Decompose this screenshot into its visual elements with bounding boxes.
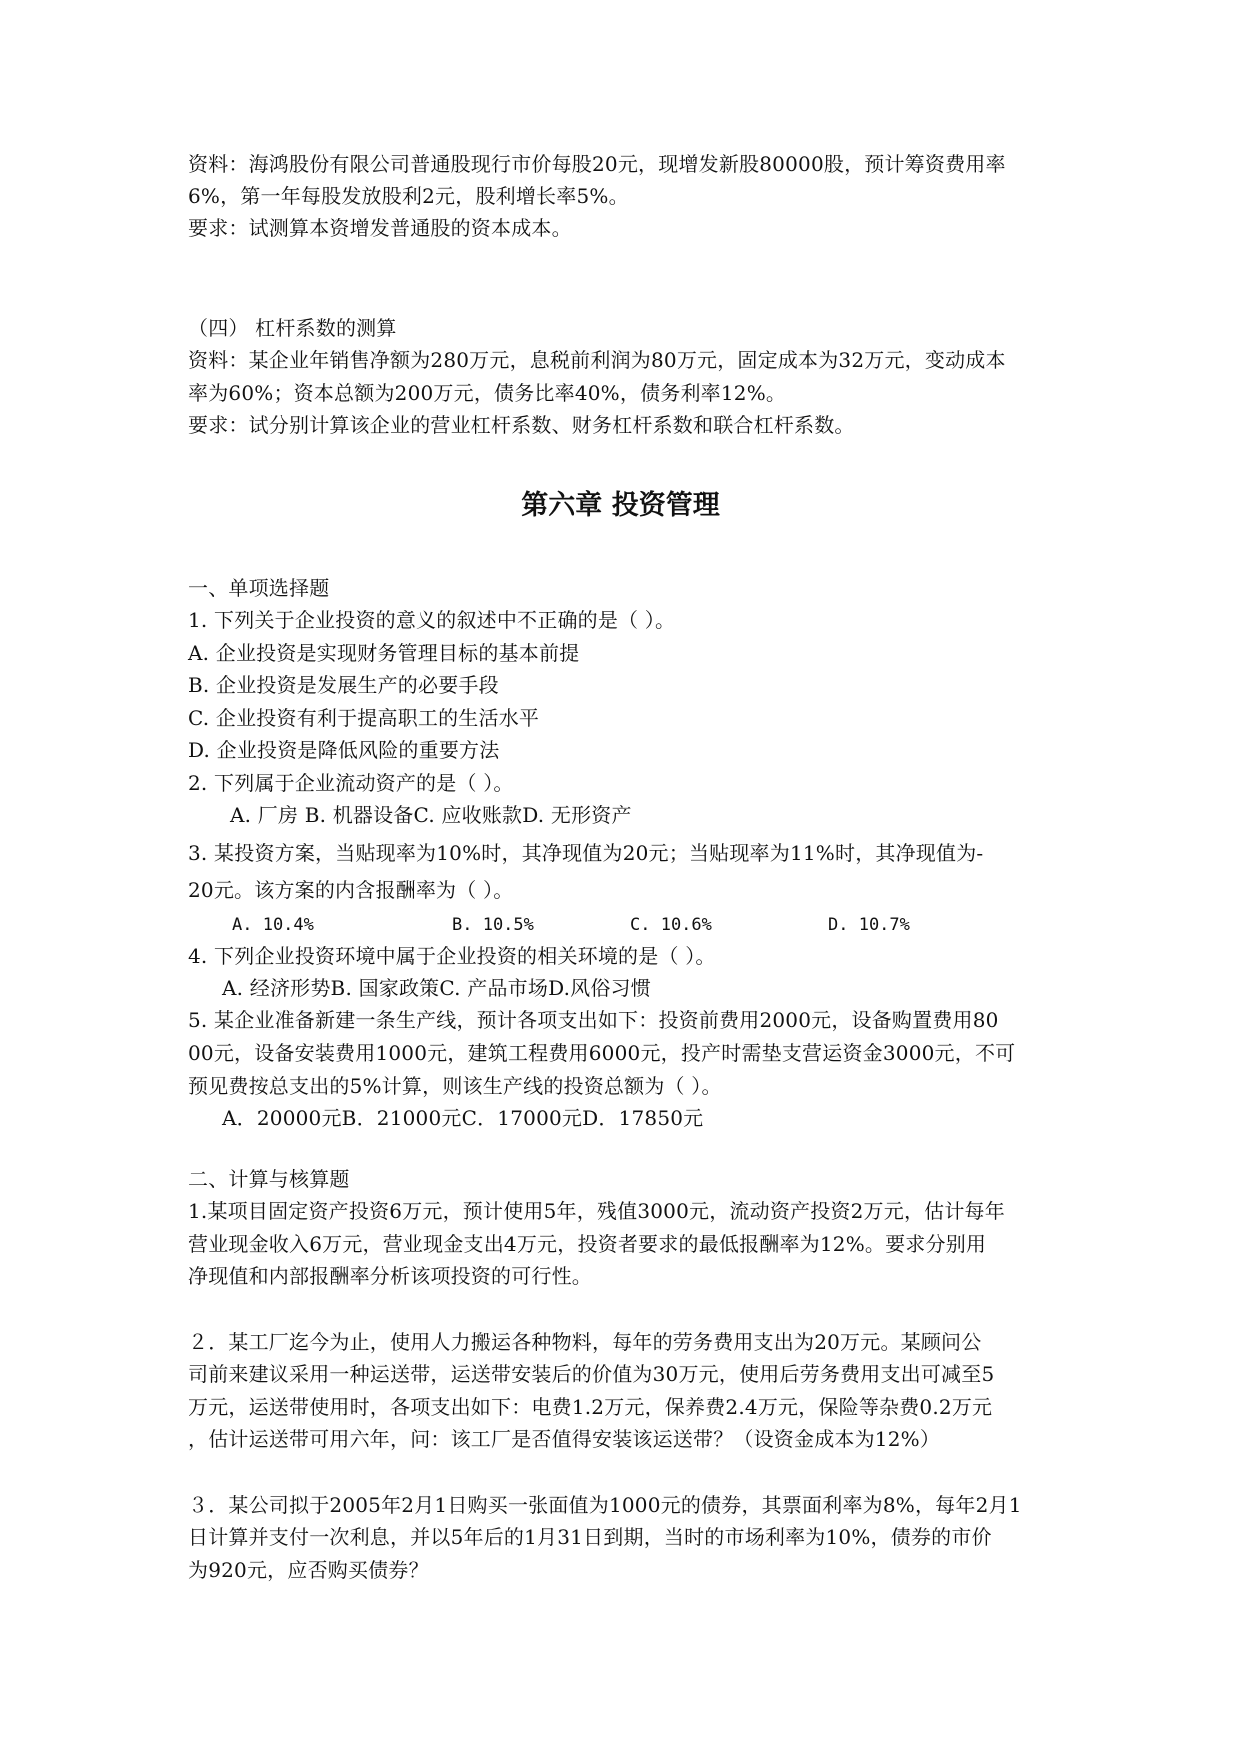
problem3-line3: 为920元，应否购买债券？	[188, 1558, 429, 1582]
part2-heading: 二、计算与核算题	[188, 1167, 350, 1191]
problem2-line2: 司前来建议采用一种运送带，运送带安装后的价值为30万元，使用后劳务费用支出可减至5	[188, 1362, 995, 1386]
sec3-material-line1: 资料：海鸿股份有限公司普通股现行市价每股20元，现增发新股80000股，预计筹资费用率	[188, 152, 1006, 176]
q3-option-b: B. 10.5%	[452, 915, 534, 935]
q3-option-d: D. 10.7%	[828, 915, 910, 935]
q4-stem: 4. 下列企业投资环境中属于企业投资的相关环境的是（ ）。	[188, 944, 716, 968]
chapter-title: 第六章 投资管理	[521, 490, 720, 521]
q1-option-a: A. 企业投资是实现财务管理目标的基本前提	[188, 641, 580, 665]
q2-options: A. 厂房 B. 机器设备C. 应收账款D. 无形资产	[230, 803, 632, 827]
q5-options: A．20000元B．21000元C．17000元D．17850元	[222, 1106, 704, 1130]
problem1-line3: 净现值和内部报酬率分析该项投资的可行性。	[188, 1264, 592, 1288]
q5-stem-line3: 预见费按总支出的5%计算，则该生产线的投资总额为（ ）。	[188, 1074, 722, 1098]
q4-options: A. 经济形势B. 国家政策C. 产品市场D.风俗习惯	[222, 976, 651, 1000]
q1-option-c: C. 企业投资有利于提高职工的生活水平	[188, 706, 540, 730]
problem2-line4: ，估计运送带可用六年，问：该工厂是否值得安装该运送带？（设资金成本为12%）	[188, 1427, 941, 1451]
q1-option-b: B. 企业投资是发展生产的必要手段	[188, 673, 499, 697]
q5-stem-line2: 00元，设备安装费用1000元，建筑工程费用6000元，投产时需垫支营运资金3000元，不可	[188, 1041, 1016, 1065]
q3-option-c: C. 10.6%	[630, 915, 712, 935]
sec4-material-line1: 资料：某企业年销售净额为280万元，息税前利润为80万元，固定成本为32万元，变动成本	[188, 348, 1006, 372]
q1-stem: 1. 下列关于企业投资的意义的叙述中不正确的是（ ）。	[188, 608, 676, 632]
q2-stem: 2. 下列属于企业流动资产的是（ ）。	[188, 771, 514, 795]
sec4-title: （四） 杠杆系数的测算	[188, 316, 397, 340]
problem1-line2: 营业现金收入6万元，营业现金支出4万元，投资者要求的最低报酬率为12%。要求分别用	[188, 1232, 987, 1256]
q1-option-d: D. 企业投资是降低风险的重要方法	[188, 738, 500, 762]
problem2-line1: ２．某工厂迄今为止，使用人力搬运各种物料，每年的劳务费用支出为20万元。某顾问公	[188, 1330, 982, 1354]
problem1-line1: 1.某项目固定资产投资6万元，预计使用5年，残值3000元，流动资产投资2万元，估计每年	[188, 1199, 1005, 1223]
sec4-material-line2: 率为60%；资本总额为200万元，债务比率40%，债务利率12%。	[188, 381, 787, 405]
q5-stem-line1: 5. 某企业准备新建一条生产线，预计各项支出如下：投资前费用2000元，设备购置费用80	[188, 1008, 999, 1032]
q3-stem-line2: 20元。该方案的内含报酬率为（ ）。	[188, 878, 514, 902]
q3-options	[232, 910, 932, 940]
part1-heading: 一、单项选择题	[188, 576, 330, 600]
problem3-line2: 日计算并支付一次利息，并以5年后的1月31日到期，当时的市场利率为10%，债券的市价	[188, 1525, 992, 1549]
problem3-line1: ３．某公司拟于2005年2月1日购买一张面值为1000元的债券，其票面利率为8%，每年2月1	[188, 1493, 1022, 1517]
problem2-line3: 万元，运送带使用时，各项支出如下：电费1.2万元，保养费2.4万元，保险等杂费0.2万元	[188, 1395, 993, 1419]
q3-stem-line1: 3. 某投资方案，当贴现率为10%时，其净现值为20元；当贴现率为11%时，其净现值为-	[188, 841, 984, 865]
sec3-material-line2: 6%，第一年每股发放股利2元，股利增长率5%。	[188, 184, 629, 208]
sec4-requirement: 要求：试分别计算该企业的营业杠杆系数、财务杠杆系数和联合杠杆系数。	[188, 413, 855, 437]
sec3-requirement: 要求：试测算本资增发普通股的资本成本。	[188, 216, 572, 240]
q3-option-a: A. 10.4%	[232, 915, 314, 935]
